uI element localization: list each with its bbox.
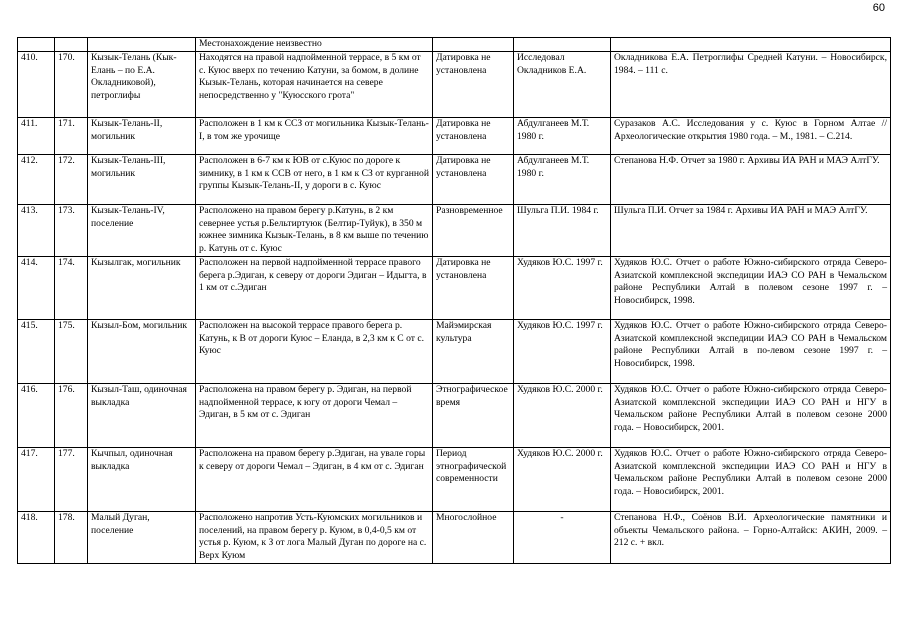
- cell-location: Расположена на правом берегу р. Эдиган, на первой надпойменной террасе, к югу от дороги Чемал – Эдиган, в 5 км от с. Эдиган: [196, 383, 433, 447]
- cell-dating: Многослойное: [433, 511, 514, 563]
- table-row: [18, 447, 891, 511]
- cell-dating: Датировка не установлена: [433, 155, 514, 205]
- table-row: [18, 511, 891, 563]
- cell-name: Кызыл-Бом, могильник: [88, 319, 196, 383]
- cell-name: Кызык-Телань-III, могильник: [88, 155, 196, 205]
- cell-location: Расположен на высокой террасе правого берега р. Катунь, к В от дороги Куюс – Еланда, в 2,3 км к С от с. Куюс: [196, 319, 433, 383]
- cell-source: Окладникова Е.А. Петроглифы Средней Катуни. – Новосибирск, 1984. – 111 с.: [611, 52, 891, 118]
- cell-index-global: 418.: [18, 511, 55, 563]
- cell-dating: Этнографическое время: [433, 383, 514, 447]
- cell-index-local: 172.: [55, 155, 88, 205]
- cell-index-local: 171.: [55, 118, 88, 155]
- monuments-table: [17, 37, 891, 564]
- cell-dating: Датировка не установлена: [433, 256, 514, 319]
- cell-index-global: 417.: [18, 447, 55, 511]
- cell-location: Расположена на правом берегу р.Эдиган, на увале горы к северу от дороги Чемал – Эдиган, в 4 км от с. Эдиган: [196, 447, 433, 511]
- cell-index-local: 177.: [55, 447, 88, 511]
- cell-location: Находятся на правой надпойменной террасе, в 5 км от с. Куюс вверх по течению Катуни, за бомом, в долине Кызык-Телань, которая начинается на севере непосредственно у "Куюсского грота": [196, 52, 433, 118]
- cell-name: Кызык-Телань-II, могильник: [88, 118, 196, 155]
- cell-index-local: 178.: [55, 511, 88, 563]
- cell-name: Кызыл-Таш, одиночная выкладка: [88, 383, 196, 447]
- cell-source: Худяков Ю.С. Отчет о работе Южно-сибирского отряда Северо-Азиатской комплексной экспедиции ИАЭ СО РАН и НГУ в Чемальском районе Республики Алтай в полевом сезоне 2000 года. – Новосибирск, 2001.: [611, 447, 891, 511]
- cell-name: Малый Дуган, поселение: [88, 511, 196, 563]
- cell-source: Худяков Ю.С. Отчет о работе Южно-сибирского отряда Северо-Азиатской комплексной экспедиции ИАЭ СО РАН в Чемальском районе Республики Алтай в по-левом сезоне 1997 г. – Новосибирск, 1998.: [611, 319, 891, 383]
- table-row: [18, 256, 891, 319]
- cell-dating: Датировка не установлена: [433, 118, 514, 155]
- cell-dating: [433, 38, 514, 52]
- cell-source: Худяков Ю.С. Отчет о работе Южно-сибирского отряда Северо-Азиатской комплексной экспедиции ИАЭ СО РАН и НГУ в Чемальском районе Республики Алтай в полевом сезоне 2000 года. – Новосибирск, 2001.: [611, 383, 891, 447]
- table-row: [18, 118, 891, 155]
- cell-researcher: Абдулганеев М.Т. 1980 г.: [514, 155, 611, 205]
- cell-index-global: 413.: [18, 205, 55, 257]
- cell-location: Расположен в 6-7 км к ЮВ от с.Куюс по дороге к зимнику, в 1 км к ССВ от него, в 1 км к СЗ от курганной группы Кызык-Телань-II, у дороги в с. Куюс: [196, 155, 433, 205]
- cell-researcher: Шульга П.И. 1984 г.: [514, 205, 611, 257]
- cell-name: Кызык-Телань (Кык-Елань – по Е.А. Окладниковой), петроглифы: [88, 52, 196, 118]
- cell-researcher: Исследовал Окладников Е.А.: [514, 52, 611, 118]
- cell-index-global: 412.: [18, 155, 55, 205]
- cell-index-local: 173.: [55, 205, 88, 257]
- cell-index-global: 416.: [18, 383, 55, 447]
- table-row-continuation: [18, 38, 891, 52]
- cell-index-global: [18, 38, 55, 52]
- cell-source: Худяков Ю.С. Отчет о работе Южно-сибирского отряда Северо-Азиатской комплексной экспедиции ИАЭ СО РАН в Чемальском районе Республики Алтай в полевом сезоне 1997 г. – Новосибирск, 1998.: [611, 256, 891, 319]
- cell-index-local: 174.: [55, 256, 88, 319]
- cell-researcher: Худяков Ю.С. 1997 г.: [514, 319, 611, 383]
- cell-name: Кызык-Телань-IV, поселение: [88, 205, 196, 257]
- cell-name: [88, 38, 196, 52]
- cell-index-local: 175.: [55, 319, 88, 383]
- cell-index-global: 415.: [18, 319, 55, 383]
- cell-researcher: Худяков Ю.С. 1997 г.: [514, 256, 611, 319]
- cell-name: Кызылгак, могильник: [88, 256, 196, 319]
- cell-location: Расположен в 1 км к ССЗ от могильника Кызык-Телань-I, в том же урочище: [196, 118, 433, 155]
- table-row: [18, 155, 891, 205]
- cell-index-global: 410.: [18, 52, 55, 118]
- cell-location: Местонахождение неизвестно: [196, 38, 433, 52]
- cell-index-local: 170.: [55, 52, 88, 118]
- cell-researcher: -: [514, 511, 611, 563]
- cell-researcher: Худяков Ю.С. 2000 г.: [514, 447, 611, 511]
- table-row: [18, 319, 891, 383]
- table-row: [18, 205, 891, 257]
- cell-location: Расположено напротив Усть-Куюмских могильников и поселений, на правом берегу р. Куюм, в 0,4-0,5 км от устья р. Куюм, к З от лога Малый Дуган по дороге на с. Верх Куюм: [196, 511, 433, 563]
- cell-location: Расположено на правом берегу р.Катунь, в 2 км севернее устья р.Бельтиртуюк (Белтир-Туйук), в 350 м южнее зимника Кызык-Телань, в 8 км выше по течению р. Катунь от с. Куюс: [196, 205, 433, 257]
- cell-researcher: [514, 38, 611, 52]
- cell-index-global: 411.: [18, 118, 55, 155]
- cell-index-global: 414.: [18, 256, 55, 319]
- cell-source: Степанова Н.Ф. Отчет за 1980 г. Архивы ИА РАН и МАЭ АлтГУ.: [611, 155, 891, 205]
- table-row: [18, 383, 891, 447]
- cell-index-local: [55, 38, 88, 52]
- cell-dating: Майэмирская культура: [433, 319, 514, 383]
- cell-researcher: Худяков Ю.С. 2000 г.: [514, 383, 611, 447]
- page-number: 60: [872, 2, 885, 14]
- cell-source: Шульга П.И. Отчет за 1984 г. Архивы ИА РАН и МАЭ АлтГУ.: [611, 205, 891, 257]
- cell-location: Расположен на первой надпойменной террасе правого берега р.Эдиган, к северу от дороги Эдиган – Идыгта, в 1 км от с.Эдиган: [196, 256, 433, 319]
- cell-researcher: Абдулганеев М.Т. 1980 г.: [514, 118, 611, 155]
- cell-name: Кычпыл, одиночная выкладка: [88, 447, 196, 511]
- cell-source: Степанова Н.Ф., Соёнов В.И. Археологические памятники и объекты Чемальского района. – Горно-Алтайск: АКИН, 2009. – 212 с. + вкл.: [611, 511, 891, 563]
- cell-dating: Датировка не установлена: [433, 52, 514, 118]
- cell-dating: Разновременное: [433, 205, 514, 257]
- table-row: [18, 52, 891, 118]
- cell-index-local: 176.: [55, 383, 88, 447]
- cell-source: [611, 38, 891, 52]
- cell-dating: Период этнографической современности: [433, 447, 514, 511]
- cell-source: Суразаков А.С. Исследования у с. Куюс в Горном Алтае // Археологические открытия 1980 года. – М., 1981. – С.214.: [611, 118, 891, 155]
